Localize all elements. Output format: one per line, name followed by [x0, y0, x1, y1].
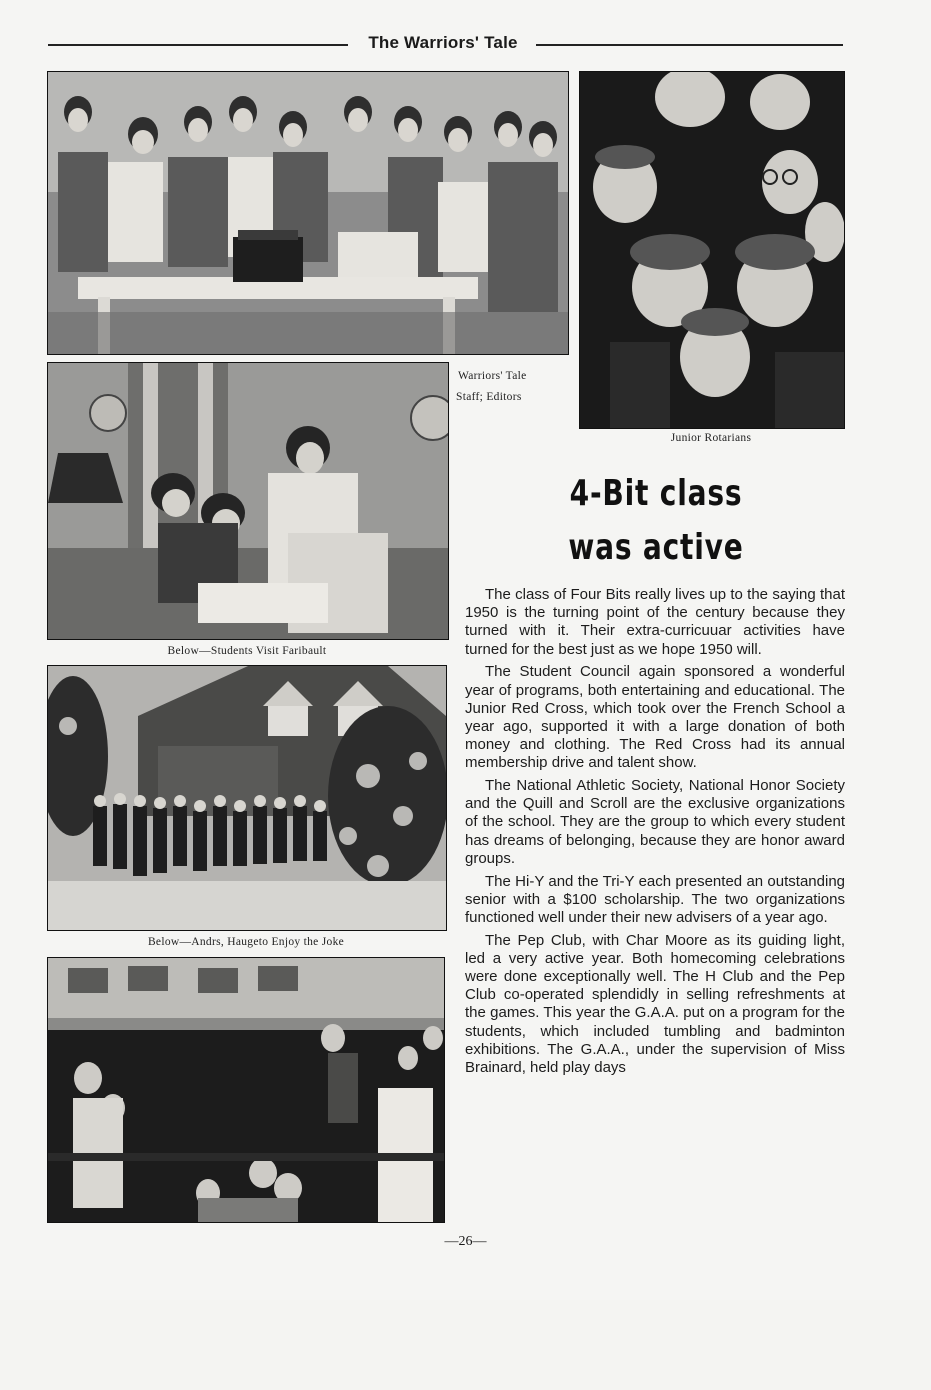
- junior-rotarians-image: [580, 72, 844, 428]
- headline-line-2: was active: [568, 527, 744, 568]
- article-paragraph: The class of Four Bits really lives up to the saying that 1950 is the turning point of the century because they turned with it. Their extra-curricuuar activities have turned for the best just as we hope 1950 will.: [465, 586, 845, 658]
- rotarians-caption: Junior Rotarians: [670, 432, 752, 444]
- article-paragraph: The Pep Club, with Char Moore as its guiding light, led a very active year. Both homecoming celebrations were done exceptionally well. The H Club and the Pep Club co-operated splendidly in selling refreshments at the games. This year the G.A.A. put on a program for the students, which included tumbling and badminton exhibitions. The G.A.A., under the supervision of Miss Brainard, held play days: [465, 931, 845, 1077]
- article-body: [465, 586, 845, 1082]
- page-number: —26—: [444, 1234, 487, 1249]
- party-image: [48, 958, 444, 1222]
- article-paragraph: The Student Council again sponsored a wonderful year of programs, both entertaining and educational. The Junior Red Cross, which took over the French School a year ago, supported it with a large donation of both money and clothing. The Red Cross had its annual membership drive and talent show.: [465, 663, 845, 772]
- joke-photo: [47, 665, 447, 931]
- header-rule-left: [48, 44, 348, 46]
- faribault-image: [48, 363, 448, 639]
- junior-rotarians-photo: [579, 71, 845, 429]
- joke-image: [48, 666, 446, 930]
- party-photo: [47, 957, 445, 1223]
- staff-editors-photo: [47, 71, 569, 355]
- staff-caption-line-2: Staff; Editors: [456, 391, 522, 403]
- joke-caption: Below—Andrs, Haugeto Enjoy the Joke: [147, 936, 345, 948]
- staff-caption-line-1: Warriors' Tale: [458, 370, 527, 382]
- faribault-caption: Below—Students Visit Faribault: [167, 645, 327, 657]
- article-paragraph: The Hi-Y and the Tri-Y each presented an outstanding senior with a $100 scholarship. The two organizations functioned well under their new advisers of a year ago.: [465, 872, 845, 926]
- headline-line-1: 4-Bit class: [569, 473, 743, 514]
- article-paragraph: The National Athletic Society, National Honor Society and the Quill and Scroll are the exclusive organizations of the school. They are the group to which every student has dreams of belonging, because they are honor award groups.: [465, 777, 845, 867]
- staff-editors-image: [48, 72, 568, 354]
- header-rule-right: [536, 44, 843, 46]
- page-header-title: The Warriors' Tale: [368, 33, 518, 52]
- faribault-photo: [47, 362, 449, 640]
